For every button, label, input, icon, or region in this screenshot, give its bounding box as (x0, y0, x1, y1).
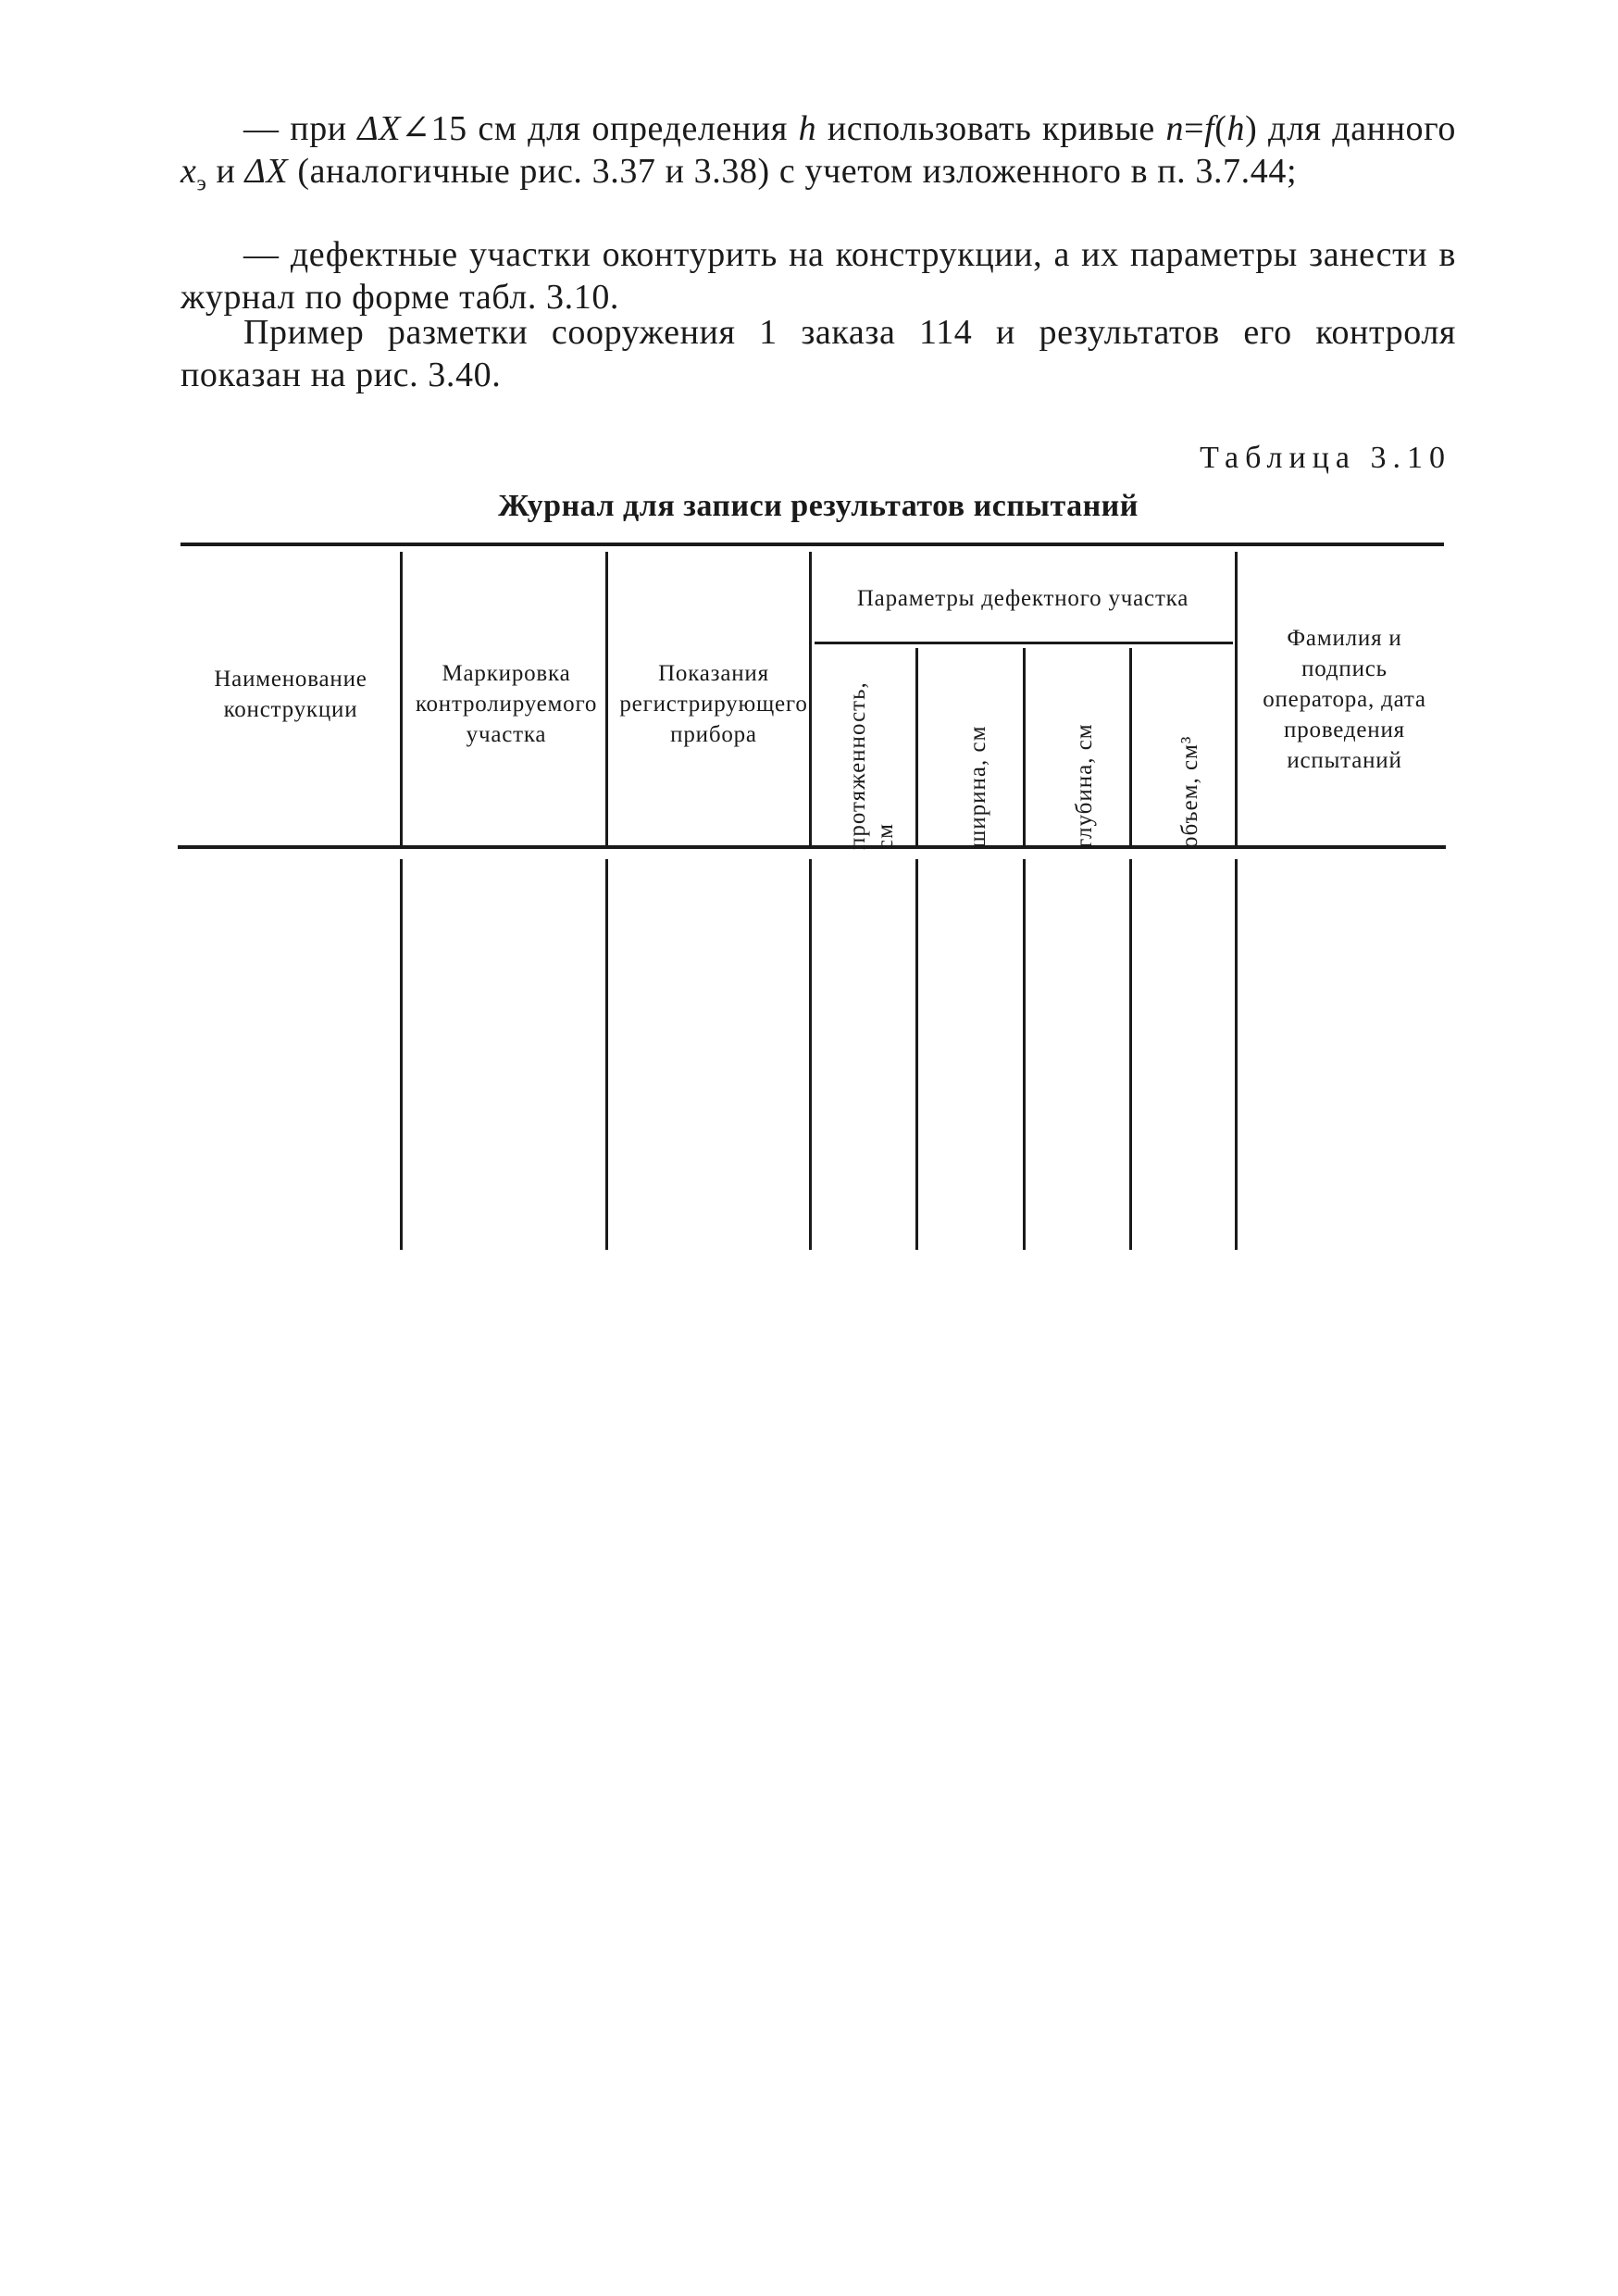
paragraph-curves: — при ΔX∠15 см для определения h использовать кривые n=f(h) для данного $x_э$ и ΔX (аналогичные рис. 3.37 и 3.38) с учетом изложенного в п. 3.7.44; (180, 109, 1456, 196)
column-divider (809, 552, 812, 845)
column-divider (605, 552, 608, 845)
header-depth: глубина, см (1072, 723, 1097, 848)
table-title: Журнал для записи результатов испытаний (498, 489, 1139, 523)
column-divider (1129, 648, 1132, 845)
body-column-divider (400, 859, 403, 1250)
table-label: Таблица 3.10 (1200, 441, 1451, 475)
body-column-divider (809, 859, 812, 1250)
paragraph-example: Пример разметки сооружения 1 заказа 114 и результатов его контроля показан на рис. 3.40. (180, 313, 1456, 394)
body-column-divider (1129, 859, 1132, 1250)
header-defect-parameters: Параметры дефектного участка (856, 585, 1189, 611)
column-divider (1235, 552, 1238, 845)
paragraph-defects: — дефектные участки оконтурить на конструкции, а их параметры занести в журнал по форме табл. 3.10. (180, 235, 1456, 317)
column-divider (1023, 648, 1026, 845)
header-bottom-rule (178, 845, 1446, 849)
header-width: ширина, см (965, 725, 990, 848)
column-divider (915, 648, 918, 845)
table-top-rule (180, 543, 1444, 546)
header-construction-name: Наименование конструкции (214, 667, 367, 722)
column-divider (400, 552, 403, 845)
header-operator-signature: Фамилия и подпись оператора, дата проведения испытаний (1263, 625, 1426, 773)
body-column-divider (915, 859, 918, 1250)
header-instrument-readings: Показания регистрирующего прибора (619, 660, 808, 747)
header-length: протяженность, см (845, 681, 898, 850)
body-column-divider (1235, 859, 1238, 1250)
group-divider-rule (815, 642, 1233, 644)
header-section-marking: Маркировка контролируемого участка (415, 660, 598, 747)
body-column-divider (1023, 859, 1026, 1250)
body-column-divider (605, 859, 608, 1250)
header-volume: объем, см³ (1177, 735, 1202, 848)
